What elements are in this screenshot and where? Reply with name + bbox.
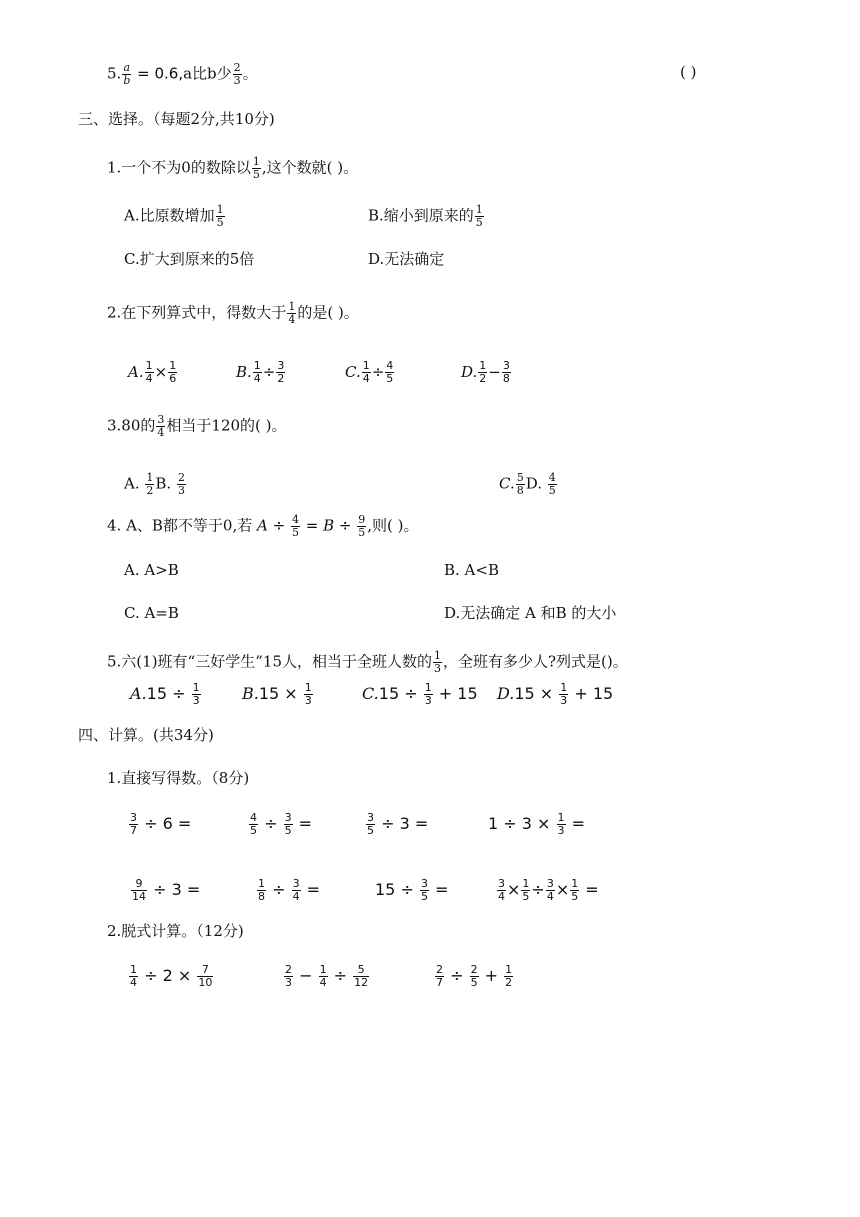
q1-option-d[interactable]: D.无法确定 bbox=[368, 250, 445, 268]
calc-item[interactable]: $\frac{3}{7}$ ÷ 6 = bbox=[130, 811, 192, 837]
part-1-heading: 1.直接写得数。（8分) bbox=[107, 769, 250, 787]
q2-option-b[interactable]: B. $\frac{1}{4}$ ÷ $\frac{3}{2}$ bbox=[236, 359, 285, 385]
calc-item[interactable]: $\frac{2}{7}$ ÷ $\frac{2}{5}$ + $\frac{1}{2}$ bbox=[436, 963, 513, 989]
fraction: $\frac{3}{4}$ bbox=[157, 413, 165, 439]
part-2-heading: 2.脱式计算。（12分) bbox=[107, 922, 244, 940]
question-4: 4. A、B都不等于0,若 A ÷ $\frac{4}{5}$ = B ÷ $\frac{9}{5}$ ,则( )。 bbox=[107, 513, 419, 539]
fraction: $\frac{1}{4}$ bbox=[288, 300, 296, 326]
calc-item[interactable]: $\frac{3}{5}$ ÷ 3 = bbox=[367, 811, 429, 837]
q5-option-c[interactable]: C.15 ÷ $\frac{1}{3}$ + 15 bbox=[362, 681, 478, 707]
fraction: $\frac{1}{5}$ bbox=[216, 203, 224, 229]
q2-option-c[interactable]: C. $\frac{1}{4}$ ÷ $\frac{4}{5}$ bbox=[345, 359, 394, 385]
fraction: $\frac{2}{3}$ bbox=[233, 61, 241, 87]
calc-item[interactable]: $\frac{3}{4}$ × $\frac{1}{5}$ ÷ $\frac{3}{4}$ × $\frac{1}{5}$ = bbox=[498, 877, 599, 903]
q5-option-d[interactable]: D.15 × $\frac{1}{3}$ + 15 bbox=[497, 681, 614, 707]
q4-option-c[interactable]: C. A=B bbox=[124, 604, 179, 622]
question-5: 5.六(1)班有“三好学生”15人，相当于全班人数的 $\frac{1}{3}$ ，全班有多少人?列式是()。 bbox=[107, 649, 628, 675]
fraction: $\frac{1}{5}$ bbox=[475, 203, 483, 229]
q1-option-a[interactable]: A.比原数增加 $\frac{1}{5}$ bbox=[124, 203, 224, 229]
calc-item[interactable]: $\frac{1}{4}$ ÷ 2 × $\frac{7}{10}$ bbox=[130, 963, 213, 989]
q4-option-d[interactable]: D.无法确定 A 和B 的大小 bbox=[444, 604, 617, 622]
q4-option-b[interactable]: B. A<B bbox=[444, 561, 499, 579]
calc-item[interactable]: $\frac{1}{8}$ ÷ $\frac{3}{4}$ = bbox=[258, 877, 321, 903]
equation-text: = 0.6, bbox=[132, 64, 184, 83]
calc-item[interactable]: 15 ÷ $\frac{3}{5}$ = bbox=[375, 877, 449, 903]
tf-item-5 bbox=[107, 62, 258, 87]
calc-item[interactable]: 1 ÷ 3 × $\frac{1}{3}$ = bbox=[488, 811, 586, 837]
question-text: 1.一个不为0的数除以 bbox=[107, 158, 251, 177]
question-text: ,这个数就( )。 bbox=[261, 158, 359, 177]
calc-item[interactable]: $\frac{2}{3}$ − $\frac{1}{4}$ ÷ $\frac{5}{12}$ bbox=[285, 963, 369, 989]
q4-option-a[interactable]: A. A>B bbox=[124, 561, 179, 579]
q1-option-c[interactable]: C.扩大到原来的5倍 bbox=[124, 250, 255, 268]
section-heading-calc: 四、计算。(共34分) bbox=[78, 726, 214, 744]
q5-option-b[interactable]: B.15 × $\frac{1}{3}$ bbox=[242, 681, 312, 707]
question-1 bbox=[107, 156, 358, 181]
calc-item[interactable]: $\frac{9}{14}$ ÷ 3 = bbox=[132, 877, 201, 903]
q5-option-a[interactable]: A.15 ÷ $\frac{1}{3}$ bbox=[130, 681, 200, 707]
q2-option-a[interactable]: A. $\frac{1}{4}$ × $\frac{1}{6}$ bbox=[128, 359, 177, 385]
statement-text: a比b少 bbox=[183, 64, 232, 83]
q3-option-c-d[interactable]: C. $\frac{5}{8}$ D. $\frac{4}{5}$ bbox=[499, 471, 556, 497]
q3-option-a-b[interactable]: A. $\frac{1}{2}$ B. $\frac{2}{3}$ bbox=[124, 471, 185, 497]
question-3: 3.80的 $\frac{3}{4}$ 相当于120的( )。 bbox=[107, 413, 287, 439]
question-2: 2.在下列算式中，得数大于 $\frac{1}{4}$ 的是( )。 bbox=[107, 300, 359, 326]
q2-option-d[interactable]: D. $\frac{1}{2}$ − $\frac{3}{8}$ bbox=[461, 359, 510, 385]
item-number: 5. bbox=[107, 64, 122, 83]
q1-option-b[interactable]: B.缩小到原来的 $\frac{1}{5}$ bbox=[368, 203, 483, 229]
section-heading-choice: 三、选择。（每题2分,共10分) bbox=[78, 110, 275, 128]
fraction: $\frac{1}{3}$ bbox=[434, 649, 441, 675]
calc-item[interactable]: $\frac{4}{5}$ ÷ $\frac{3}{5}$ = bbox=[250, 811, 313, 837]
answer-paren[interactable]: ( ) bbox=[680, 63, 697, 81]
period: 。 bbox=[242, 64, 258, 83]
fraction: $\frac{1}{5}$ bbox=[252, 155, 260, 181]
fraction-a-over-b: $\frac{a}{b}$ bbox=[123, 61, 131, 87]
